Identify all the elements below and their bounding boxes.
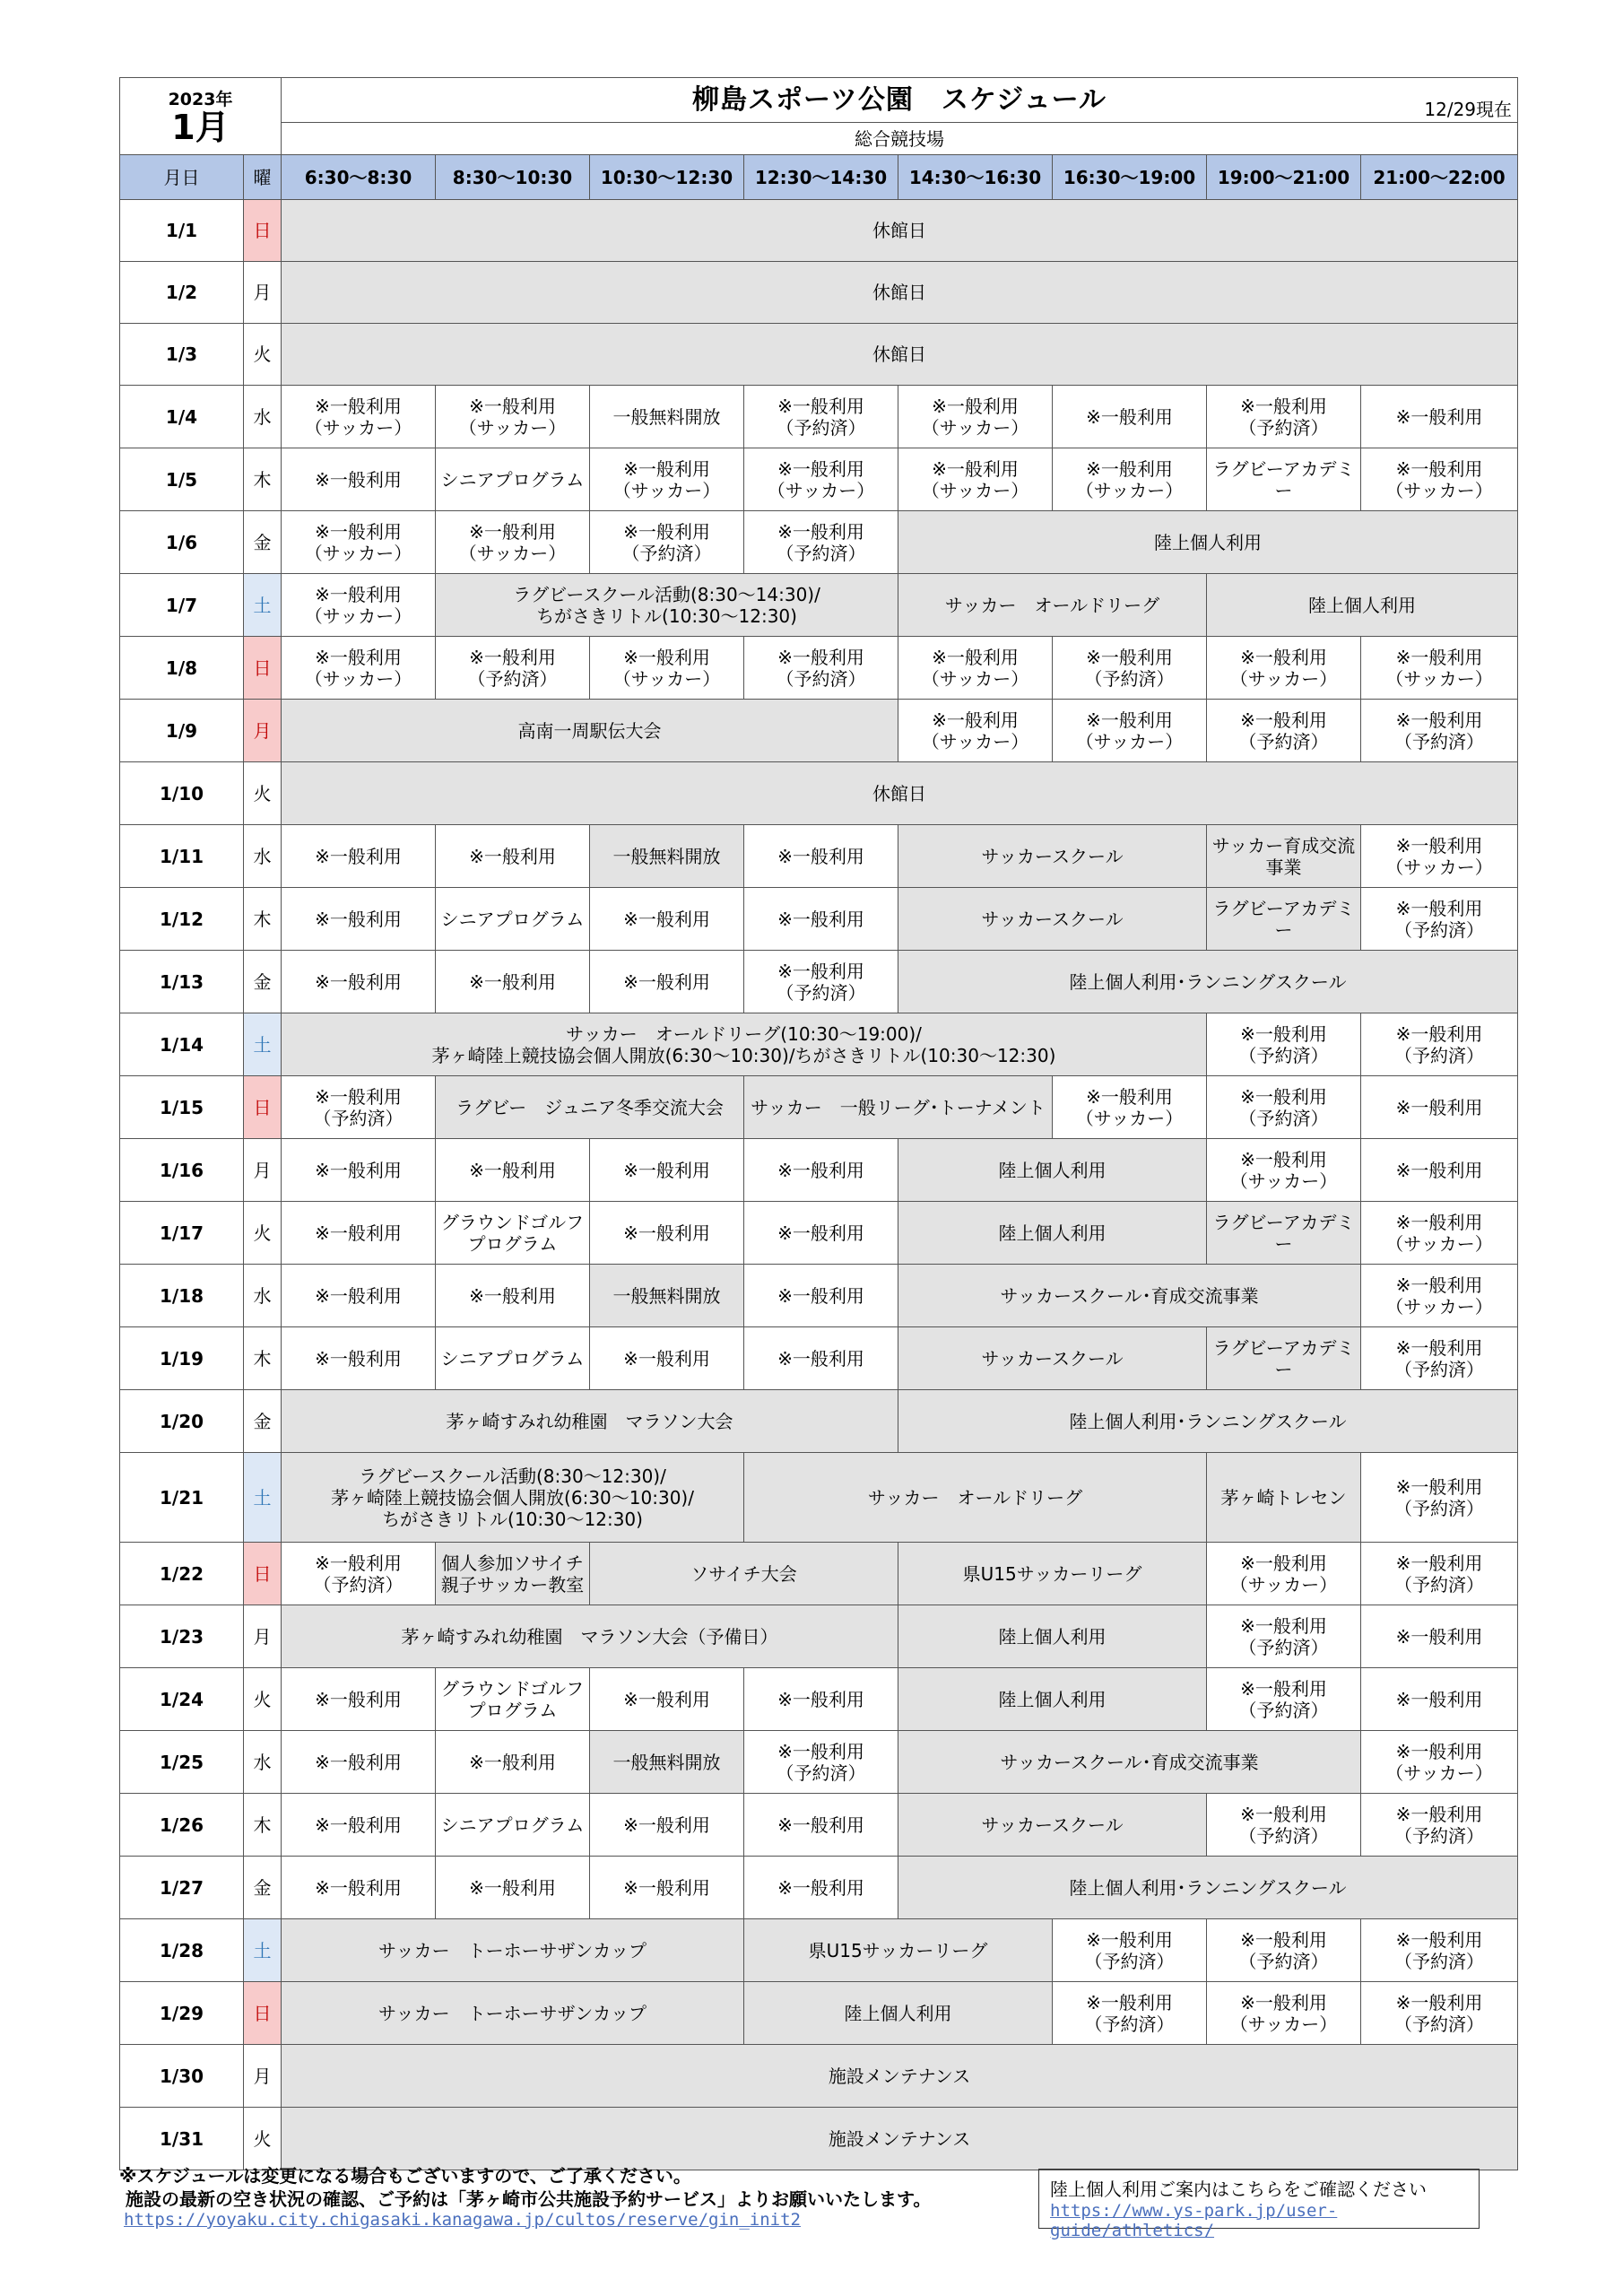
slot-cell: ※一般利用 （サッカー）	[590, 637, 744, 700]
schedule-row	[120, 888, 1518, 951]
slot-cell: 茅ヶ崎トレセン	[1207, 1453, 1361, 1543]
slot-cell: ※一般利用 （予約済）	[1361, 1013, 1518, 1076]
schedule-body	[120, 78, 1518, 2170]
schedule-change-note: ※スケジュールは変更になる場合もございますので、ご了承ください。	[119, 2165, 691, 2187]
weekday-cell: 月	[244, 1605, 282, 1668]
date-cell: 1/26	[120, 1794, 244, 1857]
date-cell: 1/2	[120, 262, 244, 324]
date-cell: 1/7	[120, 574, 244, 637]
slot-cell: サッカースクール･育成交流事業	[898, 1731, 1361, 1794]
schedule-row	[120, 574, 1518, 637]
date-cell: 1/22	[120, 1543, 244, 1605]
slot-cell: ※一般利用	[590, 1202, 744, 1265]
slot-cell: ※一般利用 （サッカー）	[282, 511, 436, 574]
slot-cell: ※一般利用	[1361, 386, 1518, 448]
slot-cell: ラグビースクール活動(8:30～12:30)/ 茅ヶ崎陸上競技協会個人開放(6:30～10:30)/ ちがさきリトル(10:30～12:30)	[282, 1453, 744, 1543]
date-cell: 1/3	[120, 324, 244, 386]
slot-cell: サッカー 一般リーグ･トーナメント	[744, 1076, 1053, 1139]
date-cell: 1/8	[120, 637, 244, 700]
slot-cell: サッカー トーホーサザンカップ	[282, 1919, 744, 1982]
slot-cell: サッカー育成交流事業	[1207, 825, 1361, 888]
column-header: 8:30～10:30	[436, 155, 590, 200]
weekday-cell: 日	[244, 1543, 282, 1605]
slot-cell: ※一般利用 （予約済）	[1053, 1919, 1207, 1982]
schedule-row	[120, 762, 1518, 825]
schedule-row	[120, 1390, 1518, 1453]
slot-cell: ※一般利用	[744, 825, 898, 888]
slot-cell: 一般無料開放	[590, 825, 744, 888]
month-label: 1月	[171, 107, 230, 147]
weekday-cell: 月	[244, 700, 282, 762]
slot-cell: ※一般利用 （予約済）	[1053, 637, 1207, 700]
slot-cell: シニアプログラム	[436, 888, 590, 951]
slot-cell: 休館日	[282, 762, 1518, 825]
slot-cell: ※一般利用 （サッカー）	[1207, 1982, 1361, 2045]
slot-cell: サッカー オールドリーグ	[898, 574, 1207, 637]
slot-cell: ※一般利用	[590, 951, 744, 1013]
slot-cell: サッカースクール	[898, 825, 1207, 888]
date-cell: 1/12	[120, 888, 244, 951]
year-label: 2023年	[168, 90, 233, 110]
slot-cell: ※一般利用 （サッカー）	[1361, 1731, 1518, 1794]
date-cell: 1/16	[120, 1139, 244, 1202]
slot-cell: ※一般利用	[436, 951, 590, 1013]
weekday-cell: 日	[244, 1076, 282, 1139]
slot-cell: ※一般利用	[282, 1327, 436, 1390]
slot-cell: ※一般利用 （サッカー）	[1053, 448, 1207, 511]
slot-cell: ※一般利用 （予約済）	[1207, 1076, 1361, 1139]
weekday-cell: 月	[244, 1139, 282, 1202]
date-cell: 1/18	[120, 1265, 244, 1327]
slot-cell: 陸上個人利用	[898, 1139, 1207, 1202]
schedule-row	[120, 200, 1518, 262]
schedule-row	[120, 1605, 1518, 1668]
page-title: 柳島スポーツ公園 スケジュール	[692, 83, 1107, 116]
slot-cell: ※一般利用 （サッカー）	[590, 448, 744, 511]
weekday-cell: 火	[244, 324, 282, 386]
slot-cell: ※一般利用 （サッカー）	[898, 700, 1053, 762]
slot-cell: 陸上個人利用	[898, 511, 1518, 574]
schedule-row	[120, 637, 1518, 700]
slot-cell: グラウンドゴルフ プログラム	[436, 1202, 590, 1265]
slot-cell: 陸上個人利用	[898, 1605, 1207, 1668]
athletics-info-text: 陸上個人利用ご案内はこちらをご確認ください	[1050, 2179, 1427, 2200]
weekday-cell: 火	[244, 762, 282, 825]
weekday-cell: 土	[244, 1453, 282, 1543]
slot-cell: ※一般利用 （予約済）	[436, 637, 590, 700]
slot-cell: ※一般利用 （予約済）	[1207, 1668, 1361, 1731]
slot-cell: ラグビー ジュニア冬季交流大会	[436, 1076, 744, 1139]
date-cell: 1/31	[120, 2108, 244, 2170]
slot-cell: ※一般利用	[282, 1202, 436, 1265]
date-cell: 1/4	[120, 386, 244, 448]
slot-cell: ※一般利用	[590, 1139, 744, 1202]
slot-cell: ※一般利用 （予約済）	[1361, 1453, 1518, 1543]
slot-cell: サッカー オールドリーグ(10:30～19:00)/ 茅ヶ崎陸上競技協会個人開放(6:30～10:30)/ちがさきリトル(10:30～12:30)	[282, 1013, 1207, 1076]
slot-cell: サッカースクール･育成交流事業	[898, 1265, 1361, 1327]
slot-cell: ラグビーアカデミー	[1207, 888, 1361, 951]
date-cell: 1/9	[120, 700, 244, 762]
slot-cell: シニアプログラム	[436, 448, 590, 511]
date-cell: 1/5	[120, 448, 244, 511]
weekday-cell: 金	[244, 511, 282, 574]
slot-cell: サッカー オールドリーグ	[744, 1453, 1207, 1543]
slot-cell: 施設メンテナンス	[282, 2045, 1518, 2108]
column-header: 月日	[120, 155, 244, 200]
slot-cell: 休館日	[282, 200, 1518, 262]
slot-cell: ※一般利用	[282, 888, 436, 951]
slot-cell: ラグビースクール活動(8:30～14:30)/ ちがさきリトル(10:30～12:30)	[436, 574, 898, 637]
schedule-row	[120, 1265, 1518, 1327]
slot-cell: ※一般利用	[1361, 1668, 1518, 1731]
athletics-info-link[interactable]: https://www.ys-park.jp/user-guide/athletics/	[1050, 2201, 1338, 2240]
schedule-row	[120, 1453, 1518, 1543]
weekday-cell: 金	[244, 1390, 282, 1453]
slot-cell: シニアプログラム	[436, 1794, 590, 1857]
slot-cell: 茅ヶ崎すみれ幼稚園 マラソン大会	[282, 1390, 898, 1453]
reservation-note: 施設の最新の空き状況の確認、ご予約は「茅ヶ崎市公共施設予約サービス」よりお願いいたします。	[126, 2188, 932, 2210]
slot-cell: ラグビーアカデミー	[1207, 1202, 1361, 1265]
slot-cell: ※一般利用 （サッカー）	[1361, 825, 1518, 888]
schedule-row	[120, 825, 1518, 888]
slot-cell: ※一般利用 （予約済）	[1361, 1919, 1518, 1982]
slot-cell: ※一般利用	[282, 448, 436, 511]
weekday-cell: 木	[244, 888, 282, 951]
slot-cell: ※一般利用 （予約済）	[282, 1076, 436, 1139]
weekday-cell: 日	[244, 637, 282, 700]
date-cell: 1/25	[120, 1731, 244, 1794]
date-cell: 1/21	[120, 1453, 244, 1543]
slot-cell: ※一般利用 （サッカー）	[1361, 1202, 1518, 1265]
slot-cell: ※一般利用 （予約済）	[1207, 1919, 1361, 1982]
slot-cell: 個人参加ソサイチ 親子サッカー教室	[436, 1543, 590, 1605]
slot-cell: ※一般利用	[436, 1139, 590, 1202]
schedule-row	[120, 951, 1518, 1013]
date-cell: 1/19	[120, 1327, 244, 1390]
slot-cell: 陸上個人利用･ランニングスクール	[898, 1390, 1518, 1453]
slot-cell: ※一般利用 （予約済）	[1361, 1327, 1518, 1390]
weekday-cell: 木	[244, 448, 282, 511]
date-cell: 1/28	[120, 1919, 244, 1982]
slot-cell: ※一般利用 （予約済）	[1207, 386, 1361, 448]
slot-cell: ※一般利用	[282, 951, 436, 1013]
schedule-row	[120, 1202, 1518, 1265]
slot-cell: 陸上個人利用･ランニングスクール	[898, 951, 1518, 1013]
slot-cell: ※一般利用 （予約済）	[1207, 1605, 1361, 1668]
slot-cell: ※一般利用	[282, 1139, 436, 1202]
schedule-row	[120, 448, 1518, 511]
weekday-cell: 月	[244, 262, 282, 324]
slot-cell: ※一般利用 （予約済）	[282, 1543, 436, 1605]
slot-cell: ※一般利用 （予約済）	[1207, 1013, 1361, 1076]
weekday-cell: 火	[244, 1202, 282, 1265]
schedule-table	[119, 77, 1518, 2170]
weekday-cell: 月	[244, 2045, 282, 2108]
schedule-row	[120, 700, 1518, 762]
slot-cell: ※一般利用 （予約済）	[744, 951, 898, 1013]
schedule-row	[120, 1543, 1518, 1605]
column-header: 14:30～16:30	[898, 155, 1053, 200]
weekday-cell: 土	[244, 574, 282, 637]
weekday-cell: 水	[244, 1731, 282, 1794]
schedule-row	[120, 1982, 1518, 2045]
date-cell: 1/13	[120, 951, 244, 1013]
slot-cell: サッカースクール	[898, 1327, 1207, 1390]
schedule-row	[120, 1327, 1518, 1390]
column-header: 16:30～19:00	[1053, 155, 1207, 200]
weekday-cell: 金	[244, 1857, 282, 1919]
date-cell: 1/23	[120, 1605, 244, 1668]
slot-cell: ※一般利用 （サッカー）	[436, 511, 590, 574]
slot-cell: 陸上個人利用･ランニングスクール	[898, 1857, 1518, 1919]
date-cell: 1/6	[120, 511, 244, 574]
slot-cell: ※一般利用 （予約済）	[1207, 700, 1361, 762]
slot-cell: グラウンドゴルフ プログラム	[436, 1668, 590, 1731]
athletics-info-box	[1038, 2169, 1480, 2240]
reservation-link[interactable]: https://yoyaku.city.chigasaki.kanagawa.jp/cultos/reserve/gin_init2	[124, 2210, 801, 2230]
slot-cell: ※一般利用	[590, 1327, 744, 1390]
date-cell: 1/1	[120, 200, 244, 262]
slot-cell: ※一般利用 （サッカー）	[436, 386, 590, 448]
schedule-row	[120, 1857, 1518, 1919]
column-header-row	[120, 155, 1518, 200]
slot-cell: 一般無料開放	[590, 386, 744, 448]
slot-cell: ※一般利用	[744, 1794, 898, 1857]
slot-cell: ※一般利用 （サッカー）	[1361, 448, 1518, 511]
column-header: 19:00～21:00	[1207, 155, 1361, 200]
schedule-row	[120, 1731, 1518, 1794]
slot-cell: ※一般利用 （予約済）	[1361, 1543, 1518, 1605]
slot-cell: サッカースクール	[898, 888, 1207, 951]
slot-cell: ※一般利用	[282, 825, 436, 888]
slot-cell: ※一般利用 （サッカー）	[1207, 637, 1361, 700]
weekday-cell: 火	[244, 2108, 282, 2170]
slot-cell: 陸上個人利用	[1207, 574, 1518, 637]
slot-cell: 休館日	[282, 262, 1518, 324]
slot-cell: ※一般利用	[436, 1265, 590, 1327]
date-cell: 1/30	[120, 2045, 244, 2108]
slot-cell: ※一般利用	[590, 1668, 744, 1731]
schedule-row	[120, 511, 1518, 574]
schedule-row	[120, 1139, 1518, 1202]
slot-cell: ※一般利用	[282, 1668, 436, 1731]
slot-cell: ※一般利用 （サッカー）	[282, 637, 436, 700]
slot-cell: 陸上個人利用	[898, 1202, 1207, 1265]
slot-cell: ※一般利用 （予約済）	[590, 511, 744, 574]
as-of-date: 12/29現在	[1424, 99, 1513, 120]
schedule-row	[120, 1076, 1518, 1139]
schedule-row	[120, 262, 1518, 324]
weekday-cell: 土	[244, 1013, 282, 1076]
slot-cell: ※一般利用 （サッカー）	[1361, 1265, 1518, 1327]
weekday-cell: 木	[244, 1794, 282, 1857]
date-cell: 1/20	[120, 1390, 244, 1453]
date-cell: 1/29	[120, 1982, 244, 2045]
slot-cell: ※一般利用	[590, 1857, 744, 1919]
slot-cell: ※一般利用 （予約済）	[1053, 1982, 1207, 2045]
slot-cell: ソサイチ大会	[590, 1543, 898, 1605]
date-cell: 1/14	[120, 1013, 244, 1076]
slot-cell: ※一般利用 （予約済）	[1207, 1794, 1361, 1857]
weekday-cell: 日	[244, 200, 282, 262]
slot-cell: ※一般利用 （サッカー）	[1361, 637, 1518, 700]
column-header: 12:30～14:30	[744, 155, 898, 200]
slot-cell: 陸上個人利用	[744, 1982, 1053, 2045]
slot-cell: ※一般利用 （サッカー）	[1053, 1076, 1207, 1139]
weekday-cell: 土	[244, 1919, 282, 1982]
slot-cell: ※一般利用 （サッカー）	[744, 448, 898, 511]
slot-cell: ※一般利用	[744, 888, 898, 951]
slot-cell: ※一般利用	[282, 1265, 436, 1327]
slot-cell: ※一般利用 （予約済）	[1361, 1794, 1518, 1857]
schedule-row	[120, 1794, 1518, 1857]
slot-cell: ※一般利用 （予約済）	[1361, 888, 1518, 951]
slot-cell: ※一般利用	[590, 1794, 744, 1857]
date-cell: 1/17	[120, 1202, 244, 1265]
slot-cell: ※一般利用 （サッカー）	[898, 637, 1053, 700]
slot-cell: ※一般利用	[744, 1139, 898, 1202]
slot-cell: ※一般利用	[744, 1327, 898, 1390]
slot-cell: ※一般利用 （サッカー）	[1207, 1139, 1361, 1202]
slot-cell: ラグビーアカデミー	[1207, 448, 1361, 511]
weekday-cell: 水	[244, 1265, 282, 1327]
slot-cell: ※一般利用 （サッカー）	[282, 574, 436, 637]
schedule-row	[120, 1013, 1518, 1076]
slot-cell: 一般無料開放	[590, 1731, 744, 1794]
slot-cell: ※一般利用 （予約済）	[744, 637, 898, 700]
weekday-cell: 日	[244, 1982, 282, 2045]
slot-cell: ※一般利用	[1053, 386, 1207, 448]
date-cell: 1/24	[120, 1668, 244, 1731]
date-cell: 1/11	[120, 825, 244, 888]
slot-cell: ※一般利用 （サッカー）	[898, 386, 1053, 448]
weekday-cell: 水	[244, 386, 282, 448]
slot-cell: ※一般利用	[436, 825, 590, 888]
slot-cell: ラグビーアカデミー	[1207, 1327, 1361, 1390]
slot-cell: ※一般利用 （サッカー）	[1207, 1543, 1361, 1605]
slot-cell: 県U15サッカーリーグ	[744, 1919, 1053, 1982]
slot-cell: ※一般利用	[744, 1668, 898, 1731]
slot-cell: サッカースクール	[898, 1794, 1207, 1857]
schedule-row	[120, 1668, 1518, 1731]
date-cell: 1/15	[120, 1076, 244, 1139]
date-cell: 1/10	[120, 762, 244, 825]
slot-cell: ※一般利用 （予約済）	[744, 1731, 898, 1794]
slot-cell: ※一般利用	[282, 1794, 436, 1857]
slot-cell: ※一般利用	[436, 1857, 590, 1919]
slot-cell: ※一般利用 （サッカー）	[282, 386, 436, 448]
schedule-row	[120, 386, 1518, 448]
slot-cell: 一般無料開放	[590, 1265, 744, 1327]
slot-cell: ※一般利用	[744, 1265, 898, 1327]
slot-cell: 施設メンテナンス	[282, 2108, 1518, 2170]
column-header: 曜	[244, 155, 282, 200]
schedule-row	[120, 1919, 1518, 1982]
schedule-row	[120, 2108, 1518, 2170]
slot-cell: ※一般利用	[744, 1857, 898, 1919]
slot-cell: ※一般利用	[590, 888, 744, 951]
slot-cell: 陸上個人利用	[898, 1668, 1207, 1731]
year-month-cell	[120, 78, 282, 155]
slot-cell: 休館日	[282, 324, 1518, 386]
slot-cell: ※一般利用	[1361, 1605, 1518, 1668]
weekday-cell: 金	[244, 951, 282, 1013]
venue-label: 総合競技場	[282, 123, 1518, 155]
slot-cell: ※一般利用	[436, 1731, 590, 1794]
slot-cell: サッカー トーホーサザンカップ	[282, 1982, 744, 2045]
slot-cell: ※一般利用 （予約済）	[1361, 700, 1518, 762]
slot-cell: 高南一周駅伝大会	[282, 700, 898, 762]
slot-cell: 県U15サッカーリーグ	[898, 1543, 1207, 1605]
weekday-cell: 水	[244, 825, 282, 888]
slot-cell: ※一般利用 （予約済）	[744, 386, 898, 448]
slot-cell: ※一般利用 （予約済）	[1361, 1982, 1518, 2045]
slot-cell: シニアプログラム	[436, 1327, 590, 1390]
schedule-row	[120, 2045, 1518, 2108]
weekday-cell: 木	[244, 1327, 282, 1390]
slot-cell: ※一般利用	[1361, 1139, 1518, 1202]
column-header: 21:00～22:00	[1361, 155, 1518, 200]
slot-cell: ※一般利用 （サッカー）	[898, 448, 1053, 511]
slot-cell: ※一般利用	[744, 1202, 898, 1265]
weekday-cell: 火	[244, 1668, 282, 1731]
slot-cell: 茅ヶ崎すみれ幼稚園 マラソン大会（予備日）	[282, 1605, 898, 1668]
slot-cell: ※一般利用 （予約済）	[744, 511, 898, 574]
column-header: 10:30～12:30	[590, 155, 744, 200]
slot-cell: ※一般利用 （サッカー）	[1053, 700, 1207, 762]
date-cell: 1/27	[120, 1857, 244, 1919]
slot-cell: ※一般利用	[282, 1857, 436, 1919]
slot-cell: ※一般利用	[282, 1731, 436, 1794]
slot-cell: ※一般利用	[1361, 1076, 1518, 1139]
title-cell	[282, 78, 1518, 123]
schedule-row	[120, 324, 1518, 386]
column-header: 6:30～8:30	[282, 155, 436, 200]
